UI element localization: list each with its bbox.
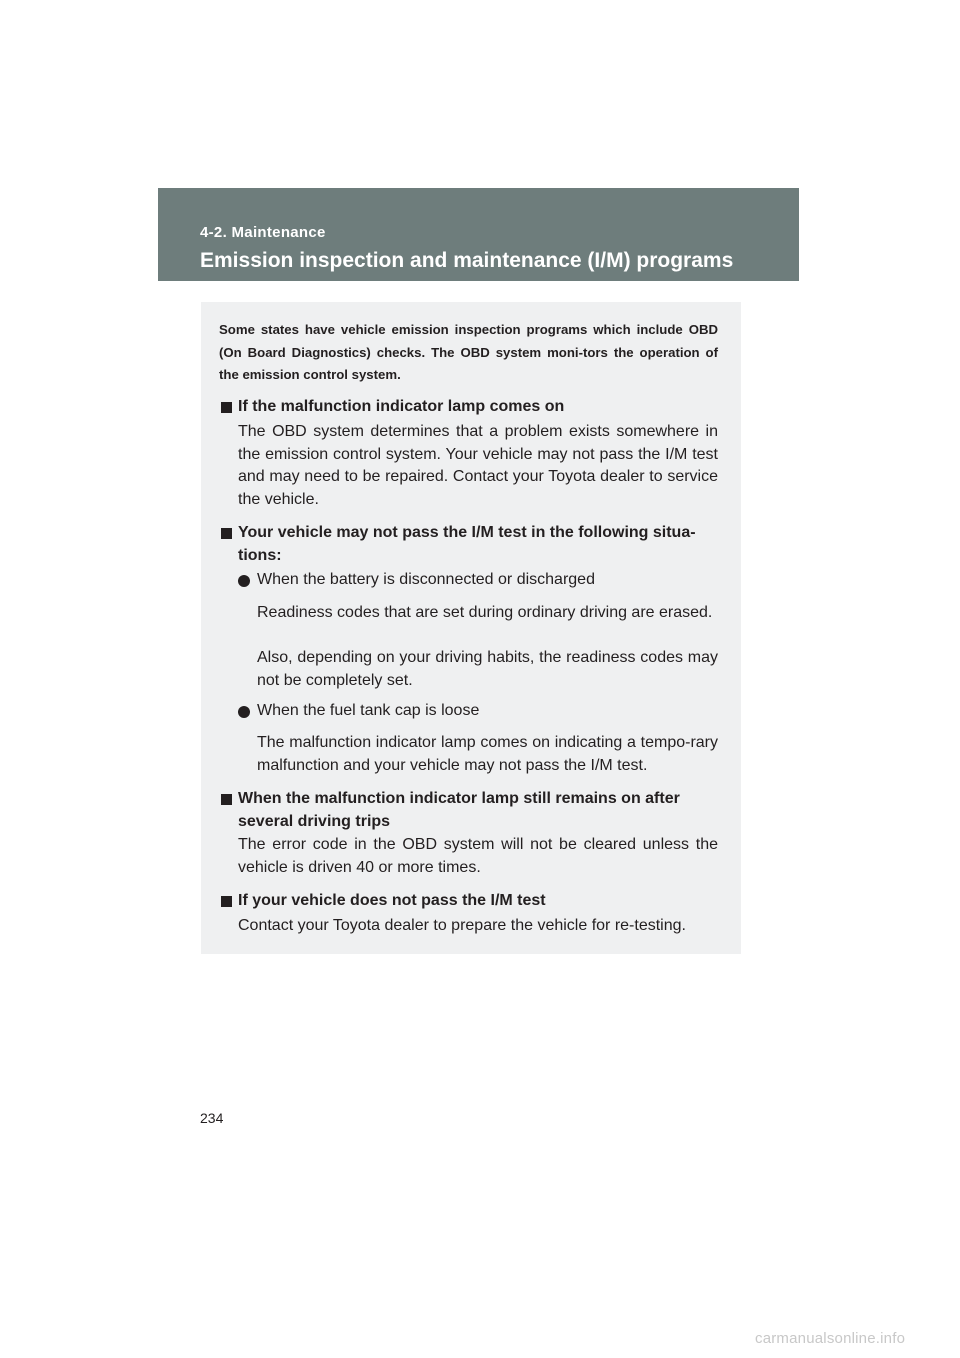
bullet-detail: The malfunction indicator lamp comes on indicating a tempo-rary malfunction and your vehicle may not pass the I/M test. <box>257 734 718 774</box>
section-body: The OBD system determines that a problem exists somewhere in the emission control system. Your vehicle may not pass the I/M test and may need to be repaired. Contact your Toyota dealer to service the vehicle. <box>238 423 718 508</box>
intro-text: Some states have vehicle emission inspection programs which include OBD (On Board Diagnostics) checks. The OBD system moni-tors the operation of the emission control system. <box>219 322 718 382</box>
round-bullet-icon <box>238 706 250 718</box>
section-body: The error code in the OBD system will not be cleared unless the vehicle is driven 40 or more times. <box>238 836 718 876</box>
bullet-detail: Readiness codes that are set during ordinary driving are erased. <box>257 604 713 621</box>
bullet-detail: Also, depending on your driving habits, the readiness codes may not be completely set. <box>257 649 718 689</box>
round-bullet-icon <box>238 575 250 587</box>
info-panel <box>201 302 741 954</box>
page-number: 234 <box>200 1110 224 1126</box>
square-bullet-icon <box>221 528 232 539</box>
section-heading: When the malfunction indicator lamp still remains on after several driving trips <box>238 790 680 830</box>
bullet-label: When the fuel tank cap is loose <box>257 702 480 719</box>
square-bullet-icon <box>221 402 232 413</box>
page-title: Emission inspection and maintenance (I/M) programs <box>200 249 734 272</box>
section-heading: If your vehicle does not pass the I/M test <box>238 892 546 909</box>
watermark: carmanualsonline.info <box>755 1330 906 1347</box>
section-label: 4-2. Maintenance <box>200 224 326 241</box>
section-body: Contact your Toyota dealer to prepare the vehicle for re-testing. <box>238 917 686 934</box>
section-heading: If the malfunction indicator lamp comes on <box>238 398 565 415</box>
square-bullet-icon <box>221 896 232 907</box>
section-header <box>158 188 799 281</box>
square-bullet-icon <box>221 794 232 805</box>
section-heading: Your vehicle may not pass the I/M test in the following situa-tions: <box>238 524 696 564</box>
bullet-label: When the battery is disconnected or discharged <box>257 571 595 588</box>
